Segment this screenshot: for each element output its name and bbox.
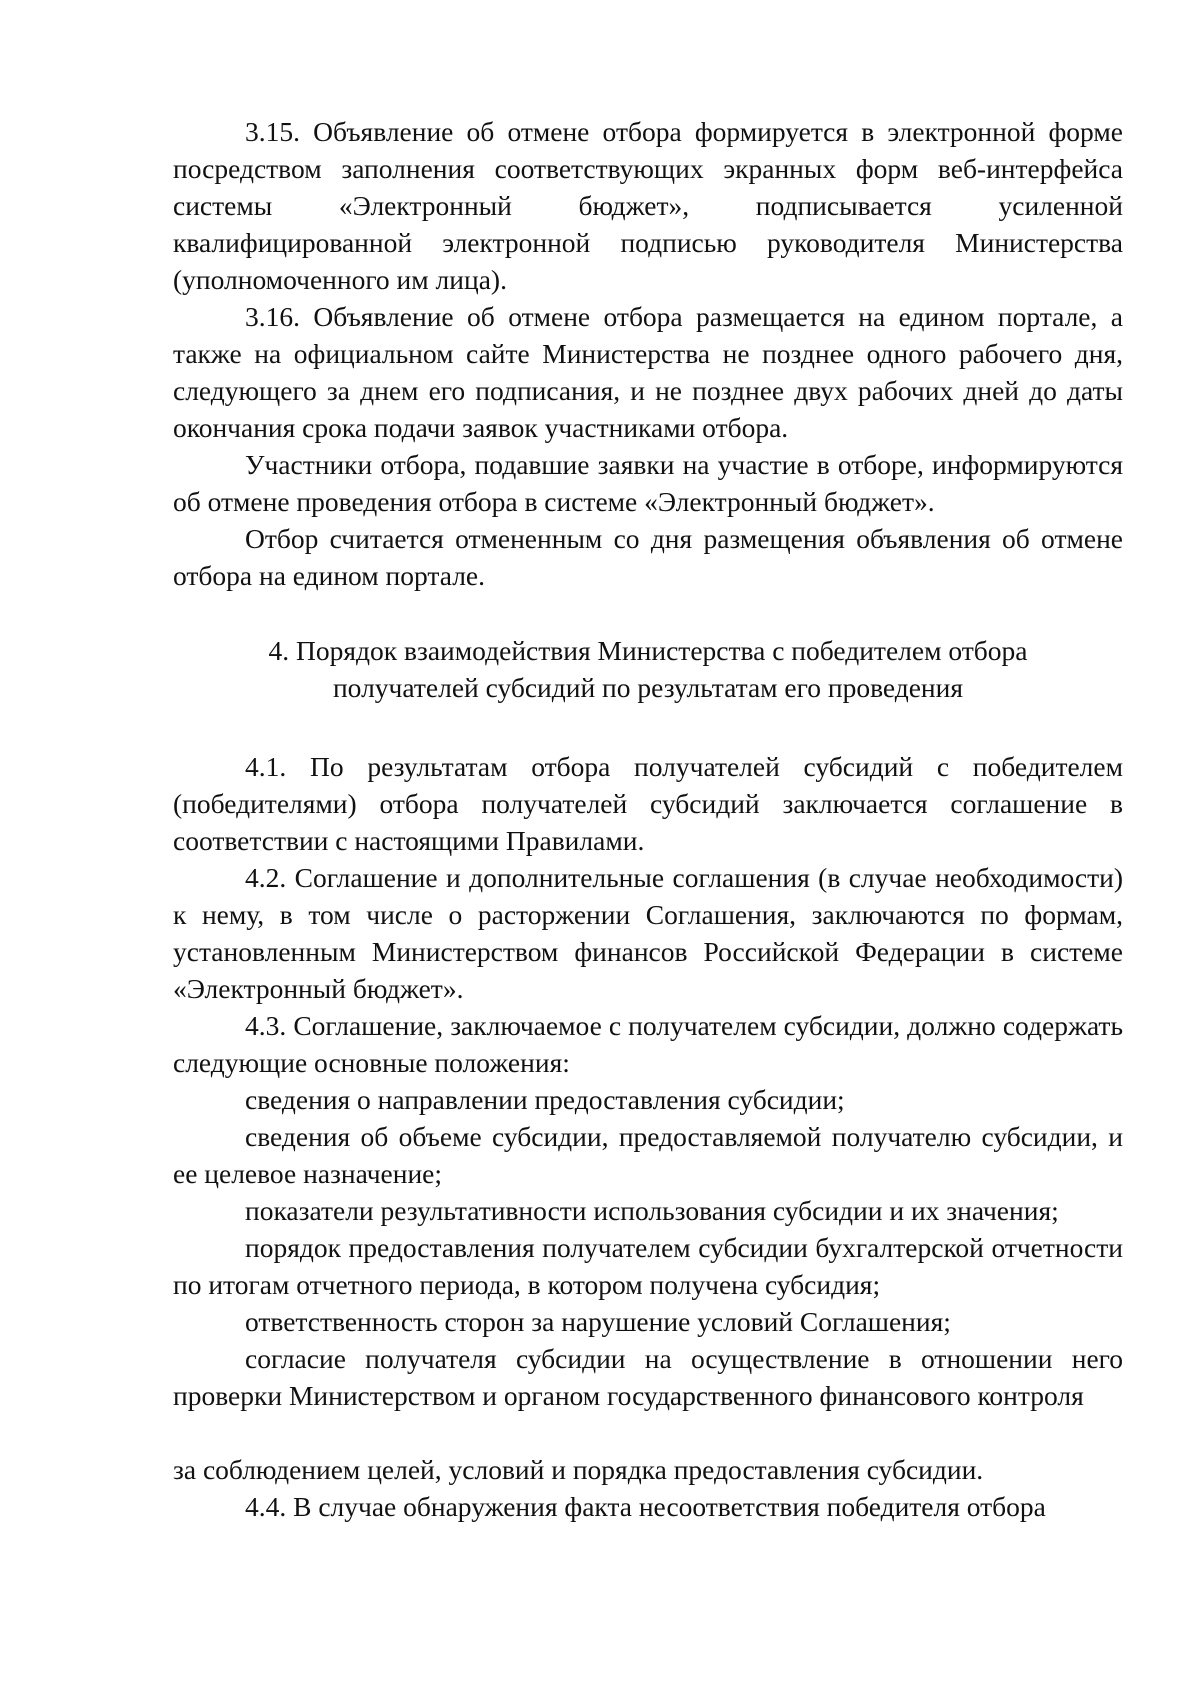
list-item-direction: сведения о направлении предоставления субсидии; bbox=[245, 1084, 845, 1115]
document-page bbox=[173, 113, 1123, 1525]
paragraph-participants-informed: Участники отбора, подавшие заявки на участие в отборе, информируются об отмене проведения отбора в системе «Электронный бюджет». bbox=[173, 449, 1123, 517]
paragraph-4-2: 4.2. Соглашение и дополнительные соглашения (в случае необходимости) к нему, в том числе о расторжении Соглашения, заключаются по формам, установленным Министерством финансов Российской Федерации в системе «Электронный бюджет». bbox=[173, 862, 1123, 1004]
list-item-indicators: показатели результативности использования субсидии и их значения; bbox=[245, 1195, 1059, 1226]
list-item-consent: согласие получателя субсидии на осуществление в отношении него проверки Министерством и органом государственного финансового контроля bbox=[173, 1343, 1123, 1411]
paragraph-4-3: 4.3. Соглашение, заключаемое с получателем субсидии, должно содержать следующие основные положения: bbox=[173, 1010, 1123, 1078]
section-4-heading-line-2: получателей субсидий по результатам его проведения bbox=[332, 672, 964, 703]
list-item-responsibility: ответственность сторон за нарушение условий Соглашения; bbox=[245, 1306, 951, 1337]
continuation-line: за соблюдением целей, условий и порядка предоставления субсидии. bbox=[173, 1454, 984, 1485]
section-4-heading bbox=[173, 632, 1123, 706]
paragraph-3-16: 3.16. Объявление об отмене отбора размещается на едином портале, а также на официальном сайте Министерства не позднее одного рабочего дня, следующего за днем его подписания, и не позднее двух рабочих дней до даты окончания срока подачи заявок участниками отбора. bbox=[173, 301, 1123, 443]
paragraph-3-15: 3.15. Объявление об отмене отбора формируется в электронной форме посредством заполнения соответствующих экранных форм веб-интерфейса системы «Электронный бюджет», подписывается усиленной квалифицированной электронной подписью руководителя Министерства (уполномоченного им лица). bbox=[173, 116, 1123, 295]
list-item-reporting: порядок предоставления получателем субсидии бухгалтерской отчетности по итогам отчетного периода, в котором получена субсидия; bbox=[173, 1232, 1123, 1300]
paragraph-4-1: 4.1. По результатам отбора получателей субсидий с победителем (победителями) отбора получателей субсидий заключается соглашение в соответствии с настоящими Правилами. bbox=[173, 751, 1123, 856]
paragraph-selection-cancelled: Отбор считается отмененным со дня размещения объявления об отмене отбора на едином портале. bbox=[173, 523, 1123, 591]
list-item-volume: сведения об объеме субсидии, предоставляемой получателю субсидии, и ее целевое назначение; bbox=[173, 1121, 1123, 1189]
section-4-heading-line-1: 4. Порядок взаимодействия Министерства с победителем отбора bbox=[268, 635, 1028, 666]
paragraph-4-4: 4.4. В случае обнаружения факта несоответствия победителя отбора bbox=[245, 1491, 1046, 1522]
spacer bbox=[173, 1414, 1123, 1451]
